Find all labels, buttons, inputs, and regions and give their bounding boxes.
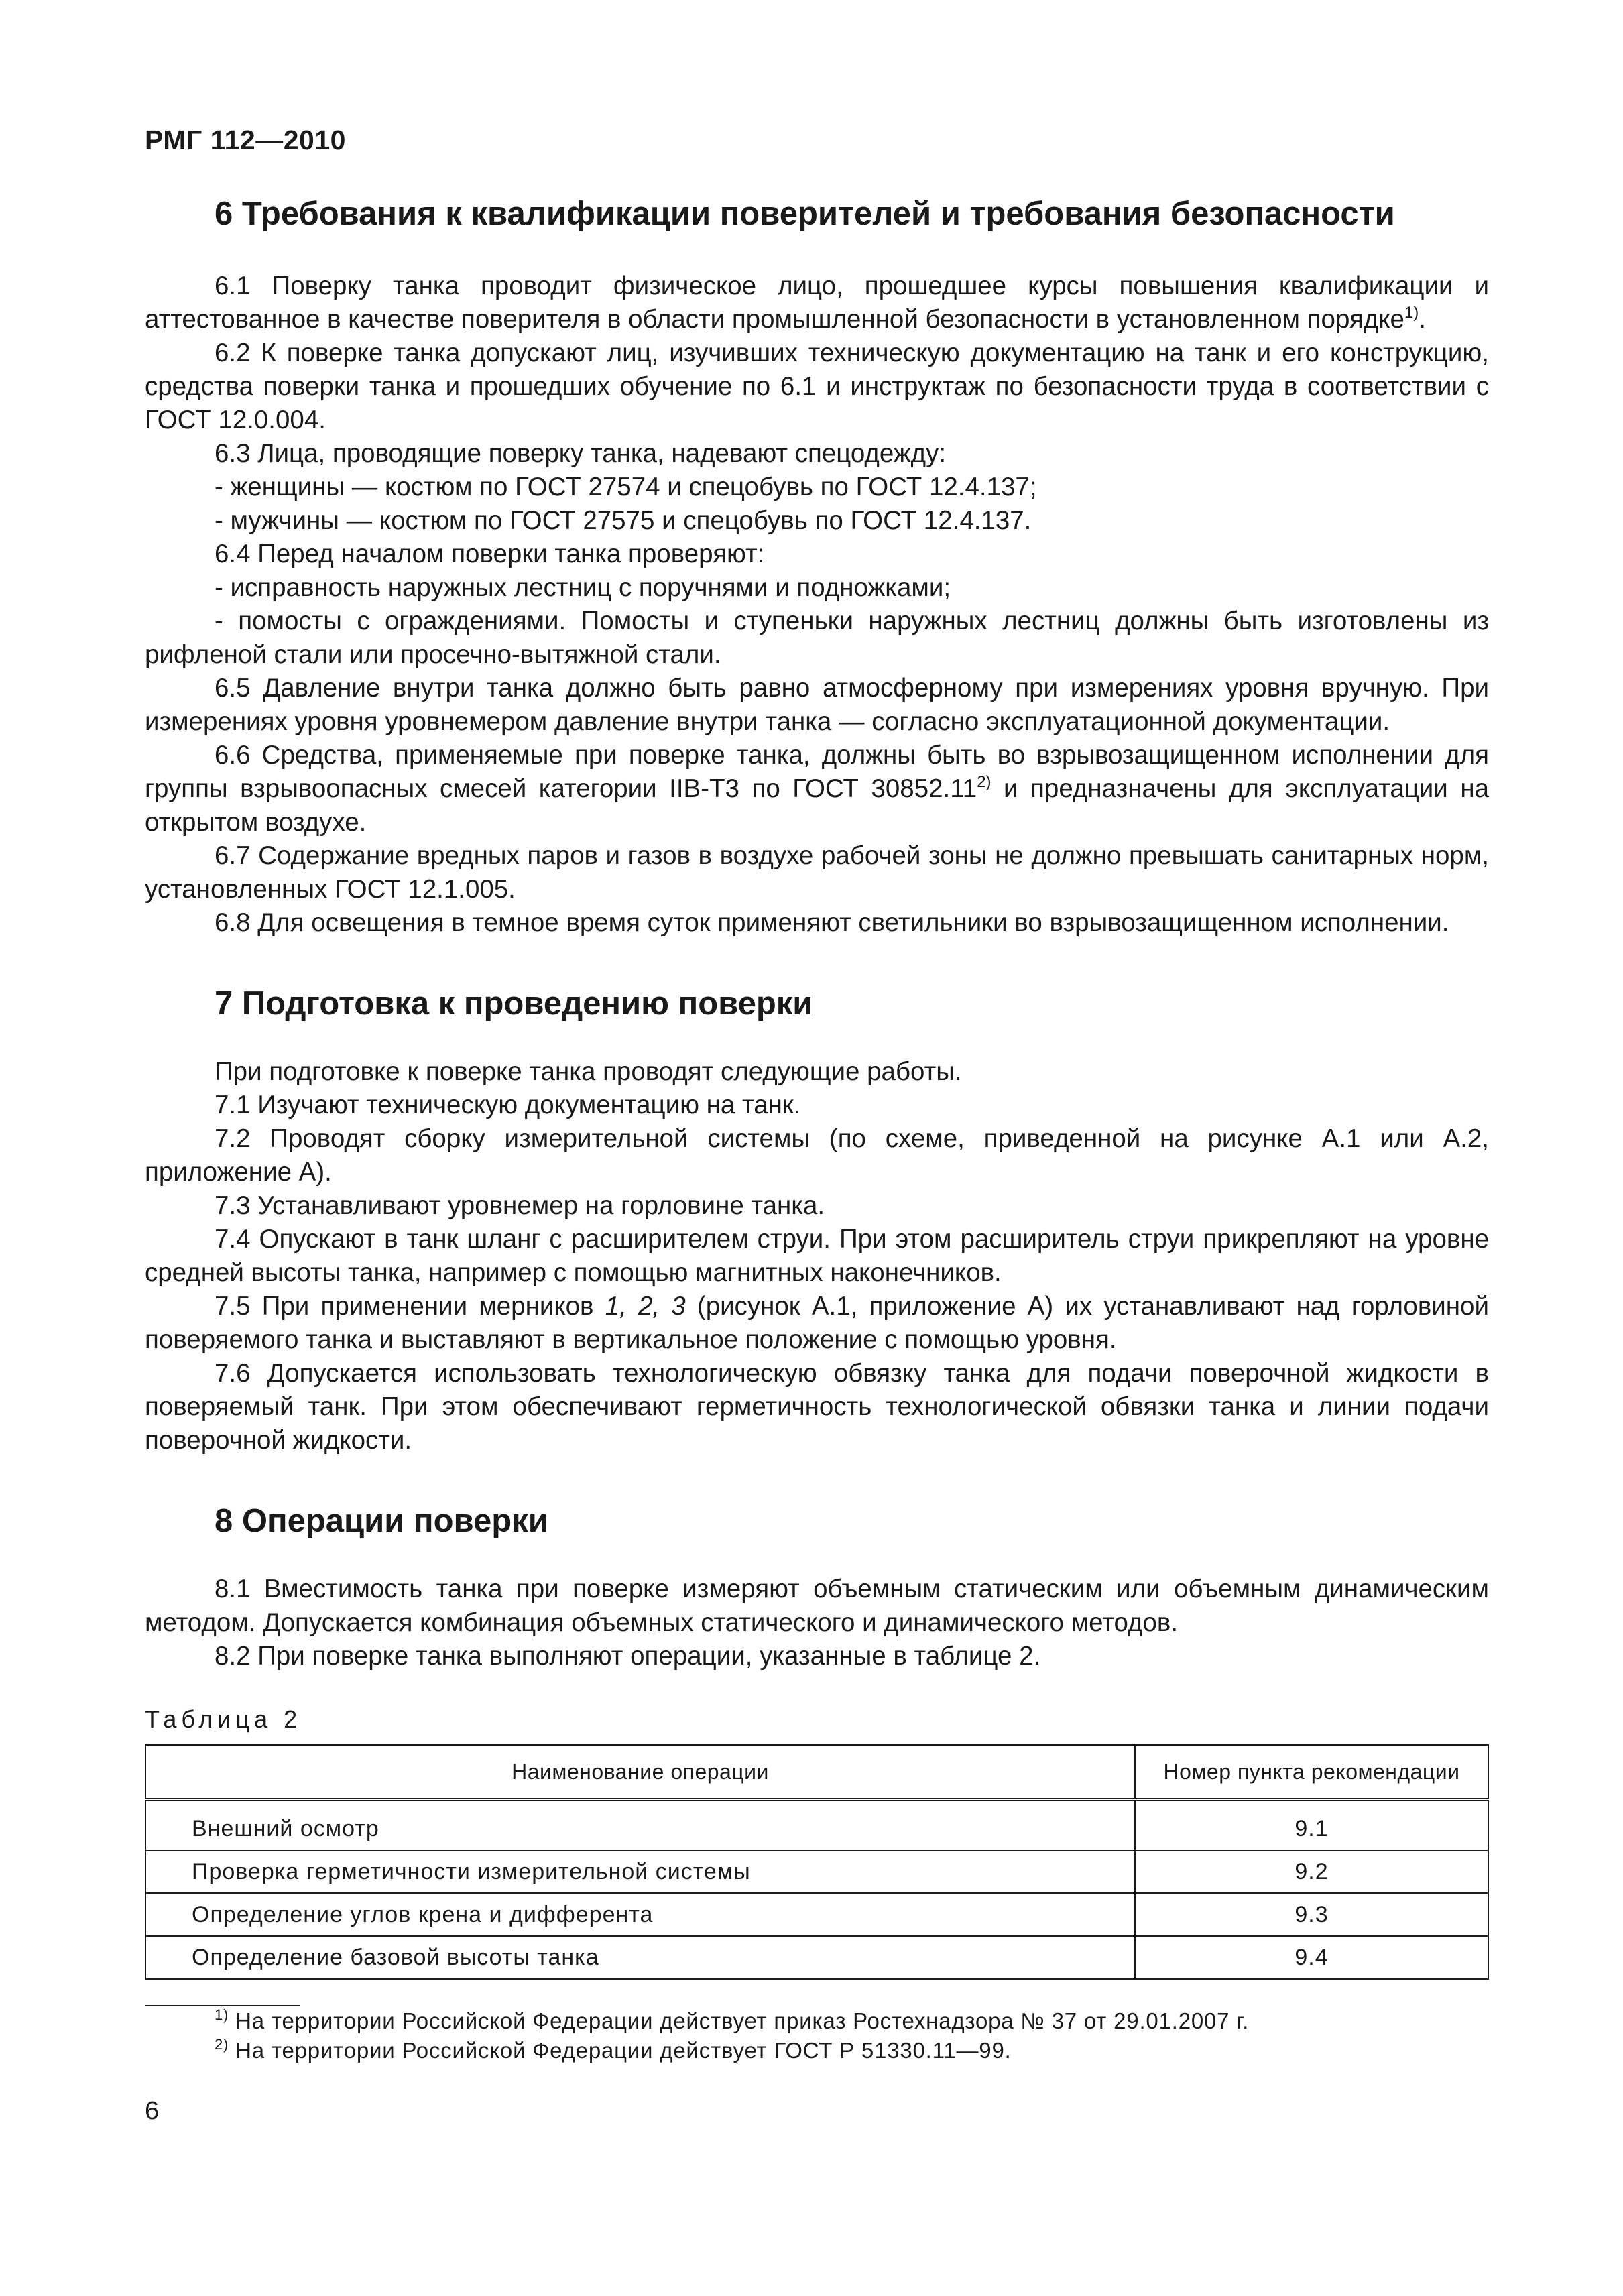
clause-number: 9.2 <box>1135 1850 1488 1893</box>
paragraph-7-5-text-a: 7.5 При применении мерников <box>215 1292 605 1321</box>
table-header-row <box>145 1745 1488 1800</box>
section-7-intro: При подготовке к поверке танка проводят следующие работы. <box>215 1057 962 1086</box>
table-row <box>145 1936 1488 1979</box>
footnote-1 <box>145 2006 1489 2036</box>
footnote-ref-1: 1) <box>1404 304 1419 322</box>
list-item-6-4-ladders: - исправность наружных лестниц с поручнями и подножками; <box>215 573 951 602</box>
clause-number: 9.3 <box>1135 1893 1488 1936</box>
table-row <box>145 1893 1488 1936</box>
list-item-6-3-men: - мужчины — костюм по ГОСТ 27575 и спецобувь по ГОСТ 12.4.137. <box>215 506 1032 535</box>
paragraph-6-4: 6.4 Перед началом поверки танка проверяют: <box>215 540 765 568</box>
list-item-6-4-platforms: - помосты с ограждениями. Помосты и ступеньки наружных лестниц должны быть изготовлены из рифленой стали или просечно-вытяжной стали. <box>145 607 1489 669</box>
paragraph-7-5 <box>145 1290 1489 1357</box>
footnote-mark: 2) <box>215 2036 229 2053</box>
footnote-ref-2: 2) <box>977 773 991 791</box>
paragraph-6-1 <box>145 269 1489 337</box>
measure-numbers: 1, 2, 3 <box>605 1292 686 1321</box>
section-8-heading: 8 Операции поверки <box>215 1503 548 1539</box>
list-item-6-3-women: - женщины — костюм по ГОСТ 27574 и спецобувь по ГОСТ 12.4.137; <box>215 473 1037 501</box>
paragraph-6-8: 6.8 Для освещения в темное время суток применяют светильники во взрывозащищенном исполнении. <box>215 908 1449 937</box>
page-content <box>145 193 1489 2065</box>
paragraph-6-1-text: 6.1 Поверку танка проводит физическое лицо, прошедшее курсы повышения квалификации и аттестованное в качестве поверителя в области промышленной безопасности в установленном порядке <box>145 271 1489 334</box>
paragraph-6-6 <box>145 739 1489 839</box>
paragraph-7-4: 7.4 Опускают в танк шланг с расширителем струи. При этом расширитель струи прикрепляют на уровне средней высоты танка, например с помощью магнитных наконечников. <box>145 1225 1489 1287</box>
section-7-heading: 7 Подготовка к проведению поверки <box>215 985 813 1022</box>
table-row <box>145 1850 1488 1893</box>
column-header-operation: Наименование операции <box>145 1745 1135 1800</box>
footnote-mark: 1) <box>215 2006 229 2023</box>
operation-name: Внешний осмотр <box>145 1800 1135 1851</box>
footnote-text: На территории Российской Федерации действует ГОСТ Р 51330.11—99. <box>235 2038 1012 2063</box>
paragraph-6-7: 6.7 Содержание вредных паров и газов в воздухе рабочей зоны не должно превышать санитарных норм, установленных ГОСТ 12.1.005. <box>145 841 1489 904</box>
table-row <box>145 1800 1488 1851</box>
paragraph-6-2: 6.2 К поверке танка допускают лиц, изучивших техническую документацию на танк и его конструкцию, средства поверки танка и прошедших обучение по 6.1 и инструктаж по безопасности труда в соответствии с ГОСТ 12.0.004. <box>145 339 1489 434</box>
paragraph-6-5: 6.5 Давление внутри танка должно быть равно атмосферному при измерениях уровня вручную. При измерениях уровня уровнемером давление внутри танка — согласно эксплуатационной документации. <box>145 674 1489 736</box>
operation-name: Определение углов крена и дифферента <box>145 1893 1135 1936</box>
paragraph-7-1: 7.1 Изучают техническую документацию на танк. <box>215 1091 801 1120</box>
paragraph-8-2: 8.2 При поверке танка выполняют операции, указанные в таблице 2. <box>215 1642 1041 1671</box>
operations-table <box>145 1744 1489 1980</box>
clause-number: 9.4 <box>1135 1936 1488 1979</box>
section-6-heading: 6 Требования к квалификации поверителей и требования безопасности <box>215 196 1395 232</box>
column-header-clause: Номер пункта рекомендации <box>1135 1745 1488 1800</box>
footnote-text: На территории Российской Федерации действует приказ Ростехнадзора № 37 от 29.01.2007 г. <box>235 2008 1250 2033</box>
page-number: 6 <box>145 2097 160 2125</box>
operation-name: Проверка герметичности измерительной системы <box>145 1850 1135 1893</box>
paragraph-7-3: 7.3 Устанавливают уровнемер на горловине танка. <box>215 1191 825 1220</box>
footnote-2 <box>145 2036 1489 2065</box>
paragraph-6-1-end: . <box>1419 305 1426 334</box>
operation-name: Определение базовой высоты танка <box>145 1936 1135 1979</box>
paragraph-7-2: 7.2 Проводят сборку измерительной системы (по схеме, приведенной на рисунке А.1 или А.2, приложение А). <box>145 1124 1489 1187</box>
paragraph-6-6-text: 6.6 Средства, применяемые при поверке танка, должны быть во взрывозащищенном исполнении для группы взрывоопасных смесей категории IIB-T3 по ГОСТ 30852.11 <box>145 741 1489 803</box>
paragraph-7-5-text-b: (рисунок А.1, приложение А) их устанавливают над горловиной поверяемого танка и выставляют в вертикальное положение с помощью уровня. <box>145 1292 1489 1354</box>
paragraph-6-3: 6.3 Лица, проводящие поверку танка, надевают спецодежду: <box>215 439 947 468</box>
table-caption: Таблица 2 <box>145 1705 302 1733</box>
document-code: РМГ 112—2010 <box>145 125 346 156</box>
paragraph-6-6-end: и предназначены для эксплуатации на открытом воздухе. <box>145 774 1489 837</box>
clause-number: 9.1 <box>1295 1816 1329 1841</box>
paragraph-7-6: 7.6 Допускается использовать технологическую обвязку танка для подачи поверочной жидкости в поверяемый танк. При этом обеспечивают герметичность технологической обвязки танка и линии подачи поверочной жидкости. <box>145 1359 1489 1455</box>
paragraph-8-1: 8.1 Вместимость танка при поверке измеряют объемным статическим или объемным динамическим методом. Допускается комбинация объемных статического и динамического методов. <box>145 1575 1489 1637</box>
